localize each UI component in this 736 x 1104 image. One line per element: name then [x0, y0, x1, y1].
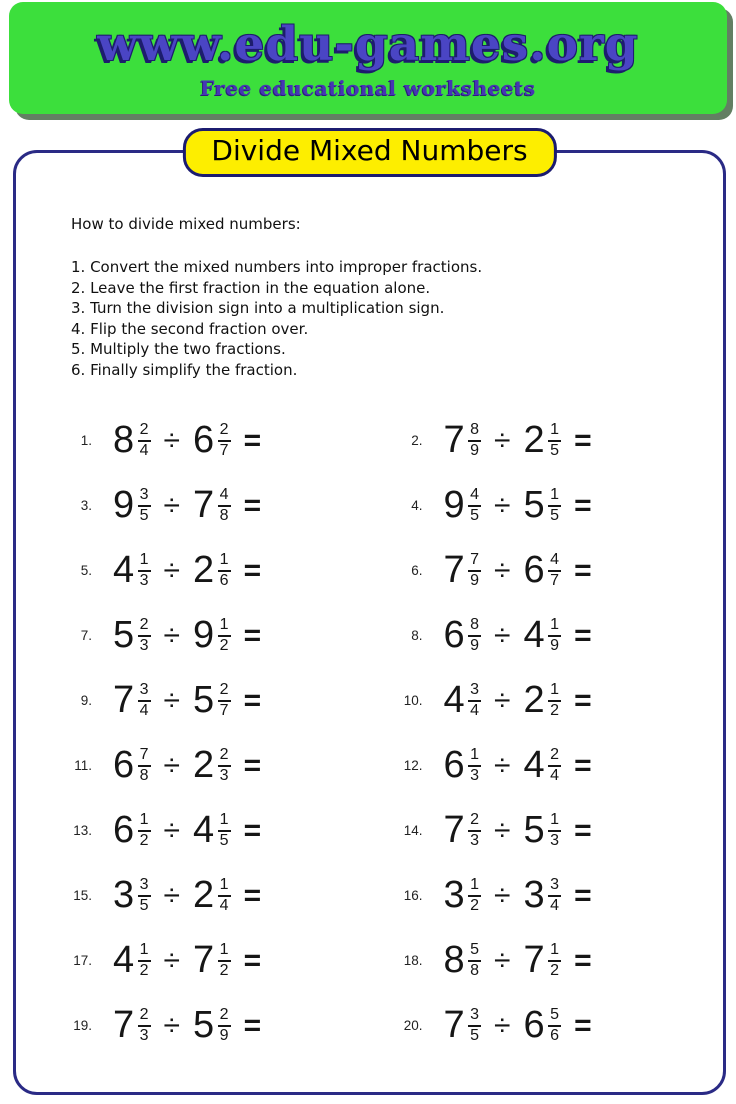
numerator-b: 1 — [218, 552, 231, 572]
numerator-a: 2 — [138, 422, 151, 442]
mixed-number-b — [193, 614, 231, 657]
mixed-number-b — [524, 809, 562, 852]
problem-number: 18. — [403, 953, 423, 968]
denominator-b: 2 — [219, 961, 229, 979]
fraction-b — [218, 487, 231, 525]
fraction-a — [138, 682, 151, 720]
whole-b: 6 — [193, 419, 215, 461]
numerator-a: 3 — [138, 487, 151, 507]
divide-sign: ÷ — [163, 618, 181, 652]
mixed-number-b — [193, 419, 231, 462]
denominator-b: 3 — [219, 766, 229, 784]
mixed-number-b — [524, 549, 562, 592]
equals-sign: = — [574, 683, 592, 717]
mixed-number-b — [193, 874, 231, 917]
divide-sign: ÷ — [163, 488, 181, 522]
whole-a: 9 — [113, 484, 135, 526]
mixed-number-a — [113, 614, 151, 657]
problem-row — [56, 408, 387, 473]
numerator-b: 1 — [548, 682, 561, 702]
divide-sign: ÷ — [163, 683, 181, 717]
problem-number: 3. — [80, 498, 92, 513]
denominator-a: 3 — [470, 766, 480, 784]
whole-b: 5 — [523, 809, 546, 851]
denominator-b: 5 — [550, 506, 560, 524]
fraction-b — [548, 487, 561, 525]
numerator-b: 2 — [548, 747, 561, 767]
denominator-a: 2 — [470, 896, 480, 914]
numerator-a: 1 — [138, 552, 151, 572]
mixed-number-a — [444, 939, 482, 982]
problem-row — [56, 538, 387, 603]
denominator-b: 9 — [219, 1026, 229, 1044]
fraction-a — [468, 812, 481, 850]
instruction-step: 1. Convert the mixed numbers into improper fractions. — [71, 258, 483, 276]
equals-sign: = — [243, 943, 262, 977]
numerator-a: 1 — [138, 812, 151, 832]
divide-sign: ÷ — [163, 553, 181, 587]
fraction-b — [218, 617, 231, 655]
mixed-number-a — [444, 549, 482, 592]
divide-sign: ÷ — [494, 618, 511, 652]
site-subtitle: Free educational worksheets — [200, 75, 536, 100]
mixed-number-a — [444, 809, 482, 852]
fraction-b — [218, 422, 231, 460]
mixed-number-b — [524, 614, 562, 657]
numerator-b: 1 — [548, 942, 561, 962]
numerator-a: 1 — [468, 877, 481, 897]
whole-a: 7 — [443, 419, 466, 461]
fraction-a — [138, 942, 151, 980]
instruction-step: 5. Multiply the two fractions. — [71, 340, 286, 358]
mixed-number-a — [113, 744, 151, 787]
equals-sign: = — [243, 748, 262, 782]
problem-row — [56, 798, 387, 863]
fraction-a — [138, 877, 151, 915]
divide-sign: ÷ — [494, 683, 511, 717]
numerator-a: 1 — [468, 747, 481, 767]
fraction-a — [138, 487, 151, 525]
denominator-a: 2 — [139, 961, 149, 979]
denominator-a: 8 — [139, 766, 149, 784]
equals-sign: = — [243, 488, 262, 522]
numerator-a: 3 — [138, 682, 151, 702]
denominator-a: 3 — [139, 1026, 149, 1044]
numerator-a: 2 — [138, 617, 151, 637]
problem-row — [387, 798, 718, 863]
whole-b: 7 — [523, 939, 546, 981]
fraction-b — [548, 747, 561, 785]
mixed-number-b — [524, 744, 562, 787]
mixed-number-a — [113, 809, 151, 852]
instruction-step: 4. Flip the second fraction over. — [71, 319, 309, 338]
mixed-number-a — [113, 939, 151, 982]
whole-a: 7 — [443, 809, 466, 851]
fraction-b — [218, 747, 231, 785]
whole-b: 2 — [193, 744, 215, 786]
mixed-number-a — [444, 679, 482, 722]
equals-sign: = — [243, 618, 262, 652]
whole-a: 7 — [113, 1004, 135, 1046]
whole-a: 6 — [443, 614, 466, 656]
problem-number: 10. — [403, 693, 423, 708]
fraction-a — [468, 552, 481, 590]
problem-number: 1. — [80, 433, 92, 448]
denominator-b: 6 — [550, 1026, 560, 1044]
whole-b: 2 — [193, 549, 215, 591]
whole-a: 5 — [113, 614, 135, 656]
equals-sign: = — [574, 748, 592, 782]
equals-sign: = — [243, 878, 262, 912]
equals-sign: = — [243, 423, 262, 457]
mixed-number-a — [444, 1004, 482, 1047]
numerator-b: 1 — [218, 617, 231, 637]
mixed-number-a — [113, 874, 151, 917]
problem-row — [387, 733, 718, 798]
problem-number: 9. — [80, 693, 92, 708]
denominator-b: 9 — [550, 636, 560, 654]
mixed-number-b — [193, 549, 231, 592]
problem-row — [387, 993, 718, 1058]
denominator-a: 8 — [470, 961, 480, 979]
denominator-b: 4 — [550, 896, 560, 914]
denominator-a: 4 — [139, 441, 149, 459]
numerator-b: 2 — [218, 422, 231, 442]
divide-sign: ÷ — [163, 813, 181, 847]
fraction-a — [468, 487, 481, 525]
fraction-b — [548, 552, 561, 590]
equals-sign: = — [574, 943, 592, 977]
problem-row — [56, 863, 387, 928]
mixed-number-b — [193, 679, 231, 722]
whole-b: 7 — [193, 484, 215, 526]
numerator-a: 1 — [138, 942, 151, 962]
mixed-number-b — [193, 939, 231, 982]
numerator-b: 1 — [218, 877, 231, 897]
problem-row — [56, 993, 387, 1058]
problem-number: 16. — [403, 888, 423, 903]
divide-sign: ÷ — [494, 553, 511, 587]
problem-number: 11. — [74, 758, 92, 773]
numerator-a: 3 — [468, 1007, 481, 1027]
problem-number: 13. — [73, 823, 92, 838]
fraction-b — [548, 812, 561, 850]
equals-sign: = — [243, 813, 262, 847]
instructions-steps — [71, 257, 723, 380]
denominator-b: 2 — [219, 636, 229, 654]
whole-b: 9 — [193, 614, 215, 656]
divide-sign: ÷ — [494, 488, 511, 522]
equals-sign: = — [574, 1008, 592, 1042]
mixed-number-a — [113, 549, 151, 592]
whole-b: 2 — [523, 419, 546, 461]
mixed-number-b — [524, 939, 562, 982]
mixed-number-a — [444, 419, 482, 462]
denominator-b: 4 — [219, 896, 229, 914]
fraction-a — [468, 682, 481, 720]
problem-number: 17. — [73, 953, 92, 968]
denominator-b: 8 — [219, 506, 229, 524]
denominator-a: 5 — [470, 1026, 480, 1044]
numerator-b: 3 — [548, 877, 561, 897]
whole-a: 4 — [113, 549, 135, 591]
numerator-b: 1 — [548, 812, 561, 832]
fraction-a — [468, 617, 481, 655]
whole-a: 6 — [113, 744, 135, 786]
problem-number: 7. — [80, 628, 92, 643]
problem-number: 14. — [403, 823, 423, 838]
numerator-a: 3 — [138, 877, 151, 897]
problem-number: 4. — [411, 498, 423, 513]
fraction-b — [218, 812, 231, 850]
denominator-a: 4 — [139, 701, 149, 719]
instruction-step: 6. Finally simplify the fraction. — [71, 360, 298, 379]
fraction-a — [468, 1007, 481, 1045]
whole-a: 4 — [113, 939, 135, 981]
divide-sign: ÷ — [163, 748, 181, 782]
mixed-number-a — [444, 874, 482, 917]
denominator-a: 9 — [470, 441, 480, 459]
mixed-number-a — [444, 484, 482, 527]
mixed-number-b — [193, 809, 231, 852]
numerator-a: 8 — [468, 422, 481, 442]
numerator-b: 1 — [218, 942, 231, 962]
fraction-a — [138, 617, 151, 655]
mixed-number-b — [193, 744, 231, 787]
fraction-a — [138, 1007, 151, 1045]
equals-sign: = — [574, 488, 592, 522]
numerator-b: 5 — [548, 1007, 561, 1027]
numerator-b: 1 — [548, 487, 561, 507]
divide-sign: ÷ — [163, 1008, 181, 1042]
denominator-a: 5 — [470, 506, 480, 524]
instructions-heading: How to divide mixed numbers: — [71, 215, 301, 233]
numerator-b: 4 — [218, 487, 231, 507]
denominator-a: 9 — [470, 636, 480, 654]
fraction-a — [468, 422, 481, 460]
problem-row — [56, 603, 387, 668]
whole-b: 5 — [523, 484, 546, 526]
divide-sign: ÷ — [163, 878, 181, 912]
denominator-b: 5 — [219, 831, 229, 849]
whole-a: 9 — [443, 484, 466, 526]
denominator-b: 6 — [219, 571, 229, 589]
denominator-b: 5 — [550, 441, 560, 459]
problems-grid — [16, 408, 723, 1058]
whole-b: 5 — [193, 1004, 215, 1046]
numerator-a: 8 — [468, 617, 481, 637]
mixed-number-a — [113, 419, 151, 462]
instruction-step: 3. Turn the division sign into a multiplication sign. — [71, 299, 445, 317]
whole-a: 3 — [113, 874, 135, 916]
divide-sign: ÷ — [494, 423, 511, 457]
equals-sign: = — [243, 1008, 262, 1042]
mixed-number-a — [444, 614, 482, 657]
mixed-number-a — [113, 484, 151, 527]
denominator-a: 3 — [139, 636, 149, 654]
worksheet-page — [0, 2, 736, 1095]
numerator-a: 7 — [468, 552, 481, 572]
problem-row — [56, 473, 387, 538]
whole-b: 4 — [523, 614, 546, 656]
problem-row — [56, 668, 387, 733]
divide-sign: ÷ — [163, 943, 181, 977]
fraction-b — [548, 877, 561, 915]
whole-a: 8 — [443, 939, 466, 981]
equals-sign: = — [243, 683, 262, 717]
equals-sign: = — [574, 813, 592, 847]
whole-b: 4 — [523, 744, 546, 786]
problem-row — [387, 668, 718, 733]
equals-sign: = — [574, 553, 592, 587]
problem-number: 12. — [403, 758, 423, 773]
whole-b: 2 — [523, 679, 546, 721]
problem-row — [387, 473, 718, 538]
problem-row — [56, 733, 387, 798]
numerator-a: 7 — [138, 747, 151, 767]
fraction-b — [218, 552, 231, 590]
worksheet-title: Divide Mixed Numbers — [182, 128, 556, 177]
whole-a: 6 — [113, 809, 135, 851]
equals-sign: = — [574, 618, 592, 652]
denominator-a: 9 — [470, 571, 480, 589]
mixed-number-b — [193, 1004, 231, 1047]
whole-a: 7 — [113, 679, 135, 721]
numerator-b: 2 — [218, 682, 231, 702]
denominator-a: 2 — [139, 831, 149, 849]
problem-number: 8. — [411, 628, 423, 643]
denominator-b: 2 — [550, 961, 560, 979]
problem-row — [56, 928, 387, 993]
fraction-b — [548, 422, 561, 460]
mixed-number-b — [524, 484, 562, 527]
whole-b: 4 — [193, 809, 215, 851]
fraction-b — [218, 942, 231, 980]
fraction-b — [548, 942, 561, 980]
fraction-b — [548, 617, 561, 655]
problem-number: 15. — [73, 888, 92, 903]
divide-sign: ÷ — [494, 748, 511, 782]
problem-row — [387, 928, 718, 993]
denominator-a: 5 — [139, 896, 149, 914]
fraction-b — [218, 1007, 231, 1045]
denominator-b: 2 — [550, 701, 560, 719]
numerator-a: 5 — [468, 942, 481, 962]
problem-number: 19. — [73, 1018, 92, 1033]
whole-b: 6 — [523, 1004, 546, 1046]
whole-b: 2 — [193, 874, 215, 916]
denominator-b: 4 — [550, 766, 560, 784]
site-banner — [9, 2, 727, 114]
divide-sign: ÷ — [494, 1008, 511, 1042]
equals-sign: = — [574, 423, 592, 457]
fraction-b — [548, 682, 561, 720]
mixed-number-b — [524, 419, 562, 462]
whole-a: 7 — [443, 1004, 466, 1046]
divide-sign: ÷ — [494, 878, 511, 912]
numerator-a: 2 — [468, 812, 481, 832]
numerator-b: 1 — [548, 617, 561, 637]
fraction-b — [548, 1007, 561, 1045]
worksheet-body — [13, 134, 726, 1095]
numerator-a: 3 — [468, 682, 481, 702]
numerator-b: 1 — [218, 812, 231, 832]
mixed-number-a — [113, 679, 151, 722]
instructions-block — [71, 215, 723, 380]
fraction-b — [218, 682, 231, 720]
fraction-a — [468, 942, 481, 980]
mixed-number-a — [444, 744, 482, 787]
mixed-number-b — [193, 484, 231, 527]
mixed-number-a — [113, 1004, 151, 1047]
denominator-a: 4 — [470, 701, 480, 719]
whole-a: 3 — [443, 874, 466, 916]
whole-b: 7 — [193, 939, 215, 981]
numerator-b: 4 — [548, 552, 561, 572]
denominator-b: 7 — [219, 441, 229, 459]
whole-a: 4 — [443, 679, 466, 721]
problem-row — [387, 538, 718, 603]
mixed-number-b — [524, 874, 562, 917]
fraction-a — [138, 747, 151, 785]
problem-number: 6. — [411, 563, 423, 578]
numerator-a: 2 — [138, 1007, 151, 1027]
fraction-b — [218, 877, 231, 915]
mixed-number-b — [524, 1004, 562, 1047]
denominator-a: 3 — [470, 831, 480, 849]
equals-sign: = — [243, 553, 262, 587]
whole-a: 7 — [443, 549, 466, 591]
denominator-b: 7 — [550, 571, 560, 589]
numerator-b: 2 — [218, 747, 231, 767]
whole-b: 6 — [523, 549, 546, 591]
whole-a: 8 — [113, 419, 135, 461]
whole-a: 6 — [443, 744, 466, 786]
problem-row — [387, 863, 718, 928]
fraction-a — [468, 747, 481, 785]
instruction-step: 2. Leave the first fraction in the equation alone. — [71, 278, 431, 297]
denominator-a: 5 — [139, 506, 149, 524]
numerator-b: 1 — [548, 422, 561, 442]
fraction-a — [468, 877, 481, 915]
problem-row — [387, 408, 718, 473]
denominator-b: 3 — [550, 831, 560, 849]
problem-number: 2. — [411, 433, 423, 448]
divide-sign: ÷ — [494, 813, 511, 847]
divide-sign: ÷ — [494, 943, 511, 977]
equals-sign: = — [574, 878, 592, 912]
denominator-b: 7 — [219, 701, 229, 719]
problem-row — [387, 603, 718, 668]
problem-number: 20. — [403, 1018, 423, 1033]
whole-b: 3 — [523, 874, 546, 916]
fraction-a — [138, 422, 151, 460]
fraction-a — [138, 552, 151, 590]
numerator-a: 4 — [468, 487, 481, 507]
numerator-b: 2 — [218, 1007, 231, 1027]
divide-sign: ÷ — [163, 423, 181, 457]
problem-number: 5. — [80, 563, 92, 578]
mixed-number-b — [524, 679, 562, 722]
fraction-a — [138, 812, 151, 850]
site-title: www.edu-games.org — [97, 16, 639, 72]
whole-b: 5 — [193, 679, 215, 721]
denominator-a: 3 — [139, 571, 149, 589]
